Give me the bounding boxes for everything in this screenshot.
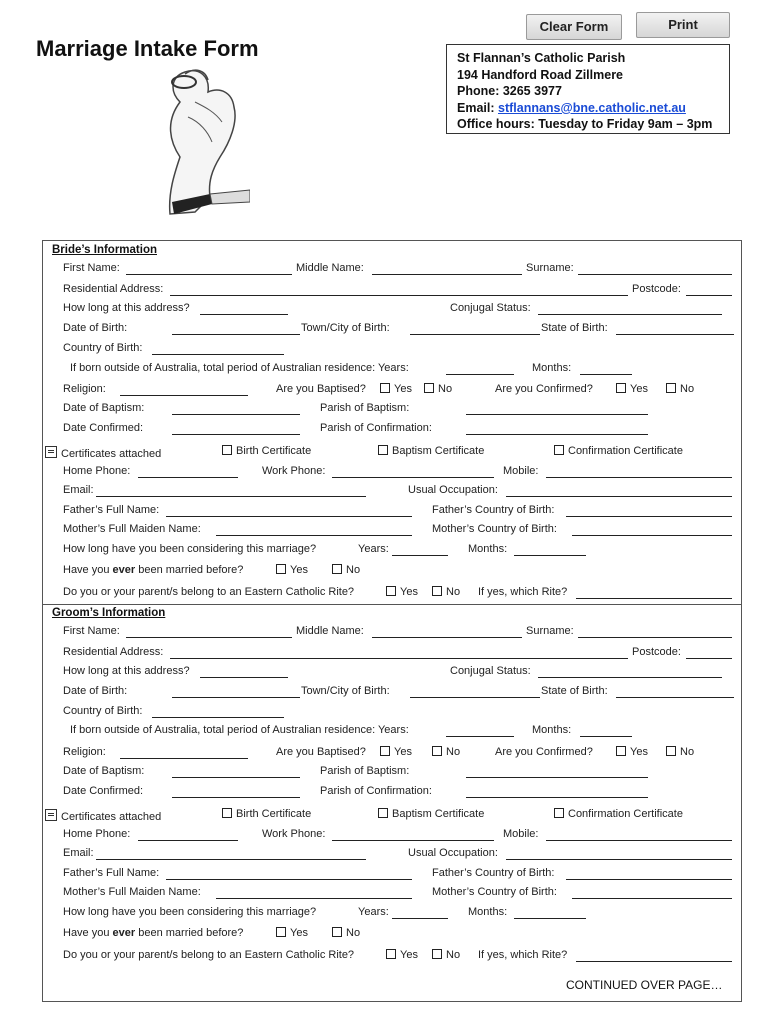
baptism-cert-label: Baptism Certificate	[392, 808, 485, 820]
date-confirmed-label: Date Confirmed:	[63, 785, 144, 797]
state-label: State of Birth:	[541, 322, 608, 334]
groom-birth-cert[interactable]	[222, 808, 311, 820]
bride-parish-baptism-field[interactable]	[466, 414, 648, 415]
groom-phone-row	[0, 828, 770, 844]
address-label: Residential Address:	[63, 646, 164, 658]
parish-email-label: Email:	[457, 100, 498, 115]
bride-town-field[interactable]	[410, 334, 540, 335]
groom-religion-field[interactable]	[120, 758, 248, 759]
bride-father-country-field[interactable]	[566, 516, 732, 517]
married-before-c: been married before?	[135, 564, 244, 576]
yes-label: Yes	[630, 383, 648, 395]
groom-father-name-field[interactable]	[166, 879, 412, 880]
checkbox-icon[interactable]	[378, 445, 388, 455]
which-rite-label: If yes, which Rite?	[478, 949, 568, 961]
groom-residence-row	[0, 724, 770, 740]
born-outside-label: If born outside of Australia, total period of Australian residence: Years:	[70, 362, 409, 374]
bride-baptised-yes[interactable]	[380, 383, 412, 395]
groom-considering-months-field[interactable]	[514, 918, 586, 919]
yes-label: Yes	[400, 586, 418, 598]
checkbox-icon[interactable]	[332, 927, 342, 937]
yes-label: Yes	[400, 949, 418, 961]
groom-country-field[interactable]	[152, 717, 284, 718]
no-label: No	[680, 383, 695, 395]
bride-country-field[interactable]	[152, 354, 284, 355]
confirmed-label: Are you Confirmed?	[495, 383, 593, 395]
groom-married-yes[interactable]	[276, 927, 308, 939]
bride-dob-field[interactable]	[172, 334, 300, 335]
home-phone-label: Home Phone:	[63, 465, 131, 477]
considering-label: How long have you been considering this marriage?	[63, 906, 317, 918]
no-label: No	[438, 383, 453, 395]
mother-country-label: Mother’s Country of Birth:	[432, 886, 557, 898]
groom-married-no[interactable]	[332, 927, 360, 939]
bride-mobile-field[interactable]	[546, 477, 732, 478]
bride-surname-field[interactable]	[578, 274, 732, 275]
groom-religion-row	[0, 746, 770, 762]
groom-father-row	[0, 867, 770, 883]
middle-name-label: Middle Name:	[296, 625, 364, 637]
groom-state-field[interactable]	[616, 697, 734, 698]
surname-label: Surname:	[526, 262, 574, 274]
groom-eastern-yes[interactable]	[386, 949, 418, 961]
work-phone-label: Work Phone:	[262, 465, 326, 477]
yes-label: Yes	[630, 746, 648, 758]
bride-birth-cert[interactable]	[222, 445, 311, 457]
no-label: No	[346, 564, 361, 576]
groom-section-heading: Groom’s Information	[52, 607, 166, 619]
date-baptism-label: Date of Baptism:	[63, 765, 145, 777]
bride-residence-row	[0, 362, 770, 378]
address-label: Residential Address:	[63, 283, 164, 295]
yes-label: Yes	[290, 927, 308, 939]
country-label: Country of Birth:	[63, 342, 143, 354]
groom-years-field[interactable]	[446, 736, 514, 737]
bride-address-field[interactable]	[170, 295, 628, 296]
bride-date-baptism-field[interactable]	[172, 414, 300, 415]
bride-eastern-yes[interactable]	[386, 586, 418, 598]
eastern-rite-label: Do you or your parent/s belong to an Eastern Catholic Rite?	[63, 586, 355, 598]
bride-father-name-field[interactable]	[166, 516, 412, 517]
bride-how-long-field[interactable]	[200, 314, 288, 315]
bride-email-row	[0, 484, 770, 500]
checkbox-icon[interactable]	[432, 746, 442, 756]
groom-considering-years-field[interactable]	[392, 918, 448, 919]
parish-hours: Office hours: Tuesday to Friday 9am – 3pm	[457, 117, 713, 132]
bride-years-field[interactable]	[446, 374, 514, 375]
parish-phone: Phone: 3265 3977	[457, 84, 562, 99]
groom-address-field[interactable]	[170, 658, 628, 659]
bride-considering-years-field[interactable]	[392, 555, 448, 556]
birth-cert-label: Birth Certificate	[236, 808, 312, 820]
married-before-ever: ever	[112, 927, 136, 939]
baptised-label: Are you Baptised?	[276, 746, 366, 758]
bride-baptised-no[interactable]	[424, 383, 452, 395]
father-name-label: Father’s Full Name:	[63, 504, 160, 516]
checkbox-icon[interactable]	[386, 586, 396, 596]
dob-label: Date of Birth:	[63, 322, 128, 334]
religion-label: Religion:	[63, 746, 106, 758]
first-name-label: First Name:	[63, 262, 120, 274]
yes-label: Yes	[290, 564, 308, 576]
birth-cert-label: Birth Certificate	[236, 445, 312, 457]
groom-certificates-row	[0, 808, 770, 824]
groom-name-row	[0, 625, 770, 641]
bride-confirmation-cert[interactable]	[554, 445, 683, 457]
checkbox-icon[interactable]	[432, 586, 442, 596]
bride-mother-name-field[interactable]	[216, 535, 412, 536]
married-before-label	[63, 564, 243, 576]
checkbox-icon[interactable]	[666, 746, 676, 756]
mother-name-label: Mother’s Full Maiden Name:	[63, 523, 201, 535]
parish-address: 194 Handford Road Zillmere	[457, 67, 624, 82]
bride-married-before-row	[0, 564, 770, 580]
groom-country-row	[0, 705, 770, 721]
bride-eastern-no[interactable]	[432, 586, 460, 598]
surname-label: Surname:	[526, 625, 574, 637]
bride-date-confirmed-field[interactable]	[172, 434, 300, 435]
parish-contact-box	[446, 44, 730, 134]
mobile-label: Mobile:	[503, 828, 539, 840]
religion-label: Religion:	[63, 383, 106, 395]
bride-confirmed-yes[interactable]	[616, 383, 648, 395]
certificates-label: Certificates attached	[61, 448, 162, 460]
certificates-label: Certificates attached	[61, 811, 162, 823]
bride-mother-row	[0, 523, 770, 539]
groom-home-phone-field[interactable]	[138, 840, 238, 841]
date-confirmed-label: Date Confirmed:	[63, 422, 144, 434]
email-label: Email:	[63, 484, 94, 496]
parish-email-row	[457, 100, 719, 117]
confirmation-cert-label: Confirmation Certificate	[568, 445, 683, 457]
checkbox-icon[interactable]	[616, 746, 626, 756]
groom-married-before-row	[0, 927, 770, 943]
parish-baptism-label: Parish of Baptism:	[320, 402, 410, 414]
groom-mother-name-field[interactable]	[216, 898, 412, 899]
work-phone-label: Work Phone:	[262, 828, 326, 840]
married-before-a: Have you	[63, 564, 113, 576]
groom-which-rite-field[interactable]	[576, 961, 732, 962]
state-label: State of Birth:	[541, 685, 608, 697]
bride-country-row	[0, 342, 770, 358]
years-label: Years:	[358, 543, 389, 555]
certificates-attached	[45, 808, 161, 823]
bride-phone-row	[0, 465, 770, 481]
bride-religion-row	[0, 383, 770, 399]
bride-occupation-field[interactable]	[506, 496, 732, 497]
groom-postcode-field[interactable]	[686, 658, 732, 659]
groom-town-field[interactable]	[410, 697, 540, 698]
bride-howlong-row	[0, 302, 770, 318]
bride-married-no[interactable]	[332, 564, 360, 576]
bride-mother-country-field[interactable]	[572, 535, 732, 536]
bride-home-phone-field[interactable]	[138, 477, 238, 478]
bride-considering-row	[0, 543, 770, 559]
groom-baptised-no[interactable]	[432, 746, 460, 758]
checkbox-icon[interactable]	[666, 383, 676, 393]
bride-confirmation-row	[0, 422, 770, 438]
checkbox-icon[interactable]	[380, 746, 390, 756]
checkbox-icon[interactable]	[554, 445, 564, 455]
groom-howlong-row	[0, 665, 770, 681]
mobile-label: Mobile:	[503, 465, 539, 477]
months-label: Months:	[532, 724, 572, 736]
months-label: Months:	[468, 543, 508, 555]
groom-parish-confirmation-field[interactable]	[466, 797, 648, 798]
no-label: No	[446, 746, 461, 758]
postcode-label: Postcode:	[632, 283, 681, 295]
groom-occupation-field[interactable]	[506, 859, 732, 860]
groom-mother-row	[0, 886, 770, 902]
groom-months-field[interactable]	[580, 736, 632, 737]
checkbox-icon[interactable]	[386, 949, 396, 959]
section-divider	[42, 604, 742, 605]
checkbox-icon[interactable]	[332, 564, 342, 574]
groom-baptism-cert[interactable]	[378, 808, 484, 820]
bride-first-name-field[interactable]	[126, 274, 292, 275]
town-label: Town/City of Birth:	[301, 322, 390, 334]
checkbox-icon[interactable]	[616, 383, 626, 393]
wedding-ring-hands-icon	[150, 62, 250, 216]
father-name-label: Father’s Full Name:	[63, 867, 160, 879]
checkbox-icon[interactable]	[380, 383, 390, 393]
groom-work-phone-field[interactable]	[332, 840, 494, 841]
no-label: No	[446, 949, 461, 961]
groom-email-field[interactable]	[96, 859, 366, 860]
checkbox-icon[interactable]	[276, 564, 286, 574]
checkbox-icon[interactable]	[424, 383, 434, 393]
parish-baptism-label: Parish of Baptism:	[320, 765, 410, 777]
bride-baptism-cert[interactable]	[378, 445, 484, 457]
groom-confirmed-yes[interactable]	[616, 746, 648, 758]
yes-label: Yes	[394, 383, 412, 395]
groom-date-baptism-field[interactable]	[172, 777, 300, 778]
parish-confirmation-label: Parish of Confirmation:	[320, 785, 432, 797]
bride-parish-confirmation-field[interactable]	[466, 434, 648, 435]
bride-birth-row	[0, 322, 770, 338]
groom-surname-field[interactable]	[578, 637, 732, 638]
groom-eastern-no[interactable]	[432, 949, 460, 961]
groom-eastern-rite-row	[0, 949, 770, 965]
months-label: Months:	[532, 362, 572, 374]
years-label: Years:	[358, 906, 389, 918]
how-long-label: How long at this address?	[63, 665, 190, 677]
yes-label: Yes	[394, 746, 412, 758]
checkbox-icon[interactable]	[378, 808, 388, 818]
attachment-icon	[45, 809, 57, 821]
bride-middle-name-field[interactable]	[372, 274, 522, 275]
groom-confirmation-cert[interactable]	[554, 808, 683, 820]
dob-label: Date of Birth:	[63, 685, 128, 697]
parish-confirmation-label: Parish of Confirmation:	[320, 422, 432, 434]
groom-baptism-row	[0, 765, 770, 781]
considering-label: How long have you been considering this marriage?	[63, 543, 317, 555]
checkbox-icon[interactable]	[276, 927, 286, 937]
email-label: Email:	[63, 847, 94, 859]
bride-married-yes[interactable]	[276, 564, 308, 576]
no-label: No	[346, 927, 361, 939]
married-before-c: been married before?	[135, 927, 244, 939]
groom-mobile-field[interactable]	[546, 840, 732, 841]
groom-baptised-yes[interactable]	[380, 746, 412, 758]
bride-name-row	[0, 262, 770, 278]
bride-considering-months-field[interactable]	[514, 555, 586, 556]
groom-first-name-field[interactable]	[126, 637, 292, 638]
mother-name-label: Mother’s Full Maiden Name:	[63, 886, 201, 898]
checkbox-icon[interactable]	[222, 445, 232, 455]
bride-email-field[interactable]	[96, 496, 366, 497]
bride-confirmed-no[interactable]	[666, 383, 694, 395]
groom-dob-field[interactable]	[172, 697, 300, 698]
conjugal-label: Conjugal Status:	[450, 665, 531, 677]
home-phone-label: Home Phone:	[63, 828, 131, 840]
no-label: No	[680, 746, 695, 758]
groom-mother-country-field[interactable]	[572, 898, 732, 899]
bride-months-field[interactable]	[580, 374, 632, 375]
father-country-label: Father’s Country of Birth:	[432, 867, 555, 879]
bride-father-row	[0, 504, 770, 520]
married-before-ever: ever	[112, 564, 136, 576]
attachment-icon	[45, 446, 57, 458]
months-label: Months:	[468, 906, 508, 918]
checkbox-icon[interactable]	[222, 808, 232, 818]
page-title: Marriage Intake Form	[36, 36, 259, 61]
baptised-label: Are you Baptised?	[276, 383, 366, 395]
parish-email-link[interactable]: stflannans@bne.catholic.net.au	[498, 100, 686, 115]
bride-baptism-row	[0, 402, 770, 418]
married-before-a: Have you	[63, 927, 113, 939]
groom-date-confirmed-field[interactable]	[172, 797, 300, 798]
bride-which-rite-field[interactable]	[576, 598, 732, 599]
postcode-label: Postcode:	[632, 646, 681, 658]
occupation-label: Usual Occupation:	[408, 484, 498, 496]
print-button[interactable]: Print	[636, 12, 730, 38]
first-name-label: First Name:	[63, 625, 120, 637]
married-before-label	[63, 927, 243, 939]
date-baptism-label: Date of Baptism:	[63, 402, 145, 414]
bride-work-phone-field[interactable]	[332, 477, 494, 478]
bride-address-row	[0, 283, 770, 299]
groom-address-row	[0, 646, 770, 662]
baptism-cert-label: Baptism Certificate	[392, 445, 485, 457]
groom-middle-name-field[interactable]	[372, 637, 522, 638]
eastern-rite-label: Do you or your parent/s belong to an Eastern Catholic Rite?	[63, 949, 355, 961]
clear-form-button[interactable]: Clear Form	[526, 14, 622, 40]
mother-country-label: Mother’s Country of Birth:	[432, 523, 557, 535]
how-long-label: How long at this address?	[63, 302, 190, 314]
checkbox-icon[interactable]	[554, 808, 564, 818]
father-country-label: Father’s Country of Birth:	[432, 504, 555, 516]
groom-birth-row	[0, 685, 770, 701]
groom-parish-baptism-field[interactable]	[466, 777, 648, 778]
bride-eastern-rite-row	[0, 586, 770, 602]
groom-confirmed-no[interactable]	[666, 746, 694, 758]
continued-over-page: CONTINUED OVER PAGE…	[566, 978, 723, 992]
confirmed-label: Are you Confirmed?	[495, 746, 593, 758]
town-label: Town/City of Birth:	[301, 685, 390, 697]
groom-confirmation-row	[0, 785, 770, 801]
occupation-label: Usual Occupation:	[408, 847, 498, 859]
certificates-attached	[45, 445, 161, 460]
country-label: Country of Birth:	[63, 705, 143, 717]
confirmation-cert-label: Confirmation Certificate	[568, 808, 683, 820]
groom-conjugal-field[interactable]	[538, 677, 722, 678]
groom-how-long-field[interactable]	[200, 677, 288, 678]
bride-certificates-row	[0, 445, 770, 461]
bride-religion-field[interactable]	[120, 395, 248, 396]
born-outside-label: If born outside of Australia, total period of Australian residence: Years:	[70, 724, 409, 736]
no-label: No	[446, 586, 461, 598]
checkbox-icon[interactable]	[432, 949, 442, 959]
bride-conjugal-field[interactable]	[538, 314, 722, 315]
groom-father-country-field[interactable]	[566, 879, 732, 880]
parish-name: St Flannan’s Catholic Parish	[457, 51, 626, 65]
bride-state-field[interactable]	[616, 334, 734, 335]
middle-name-label: Middle Name:	[296, 262, 364, 274]
which-rite-label: If yes, which Rite?	[478, 586, 568, 598]
groom-email-row	[0, 847, 770, 863]
bride-section-heading: Bride’s Information	[52, 244, 157, 256]
conjugal-label: Conjugal Status:	[450, 302, 531, 314]
groom-considering-row	[0, 906, 770, 922]
bride-postcode-field[interactable]	[686, 295, 732, 296]
